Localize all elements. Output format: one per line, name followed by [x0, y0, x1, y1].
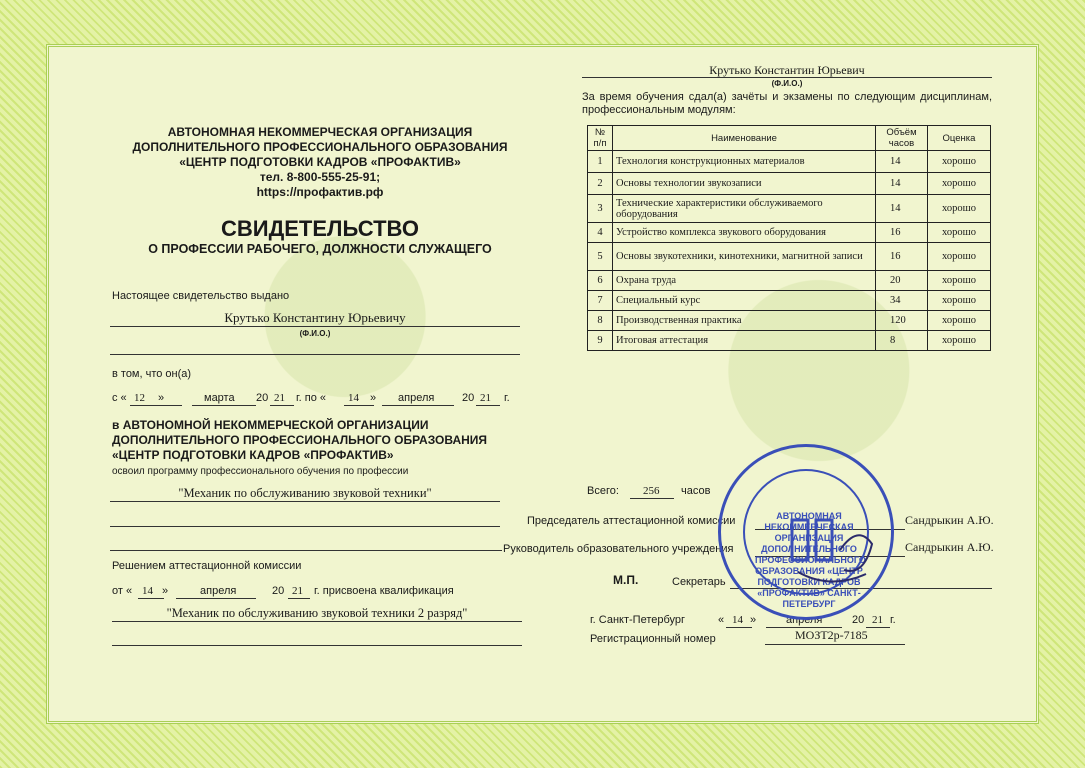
- row-name: Охрана труда: [613, 271, 876, 291]
- row-number: 9: [588, 331, 613, 351]
- qualification-name: "Механик по обслуживанию звуковой техники 2 разряд": [166, 606, 468, 620]
- header-name: Наименование: [613, 126, 876, 151]
- row-name: Устройство комплекса звукового оборудования: [613, 223, 876, 243]
- row-number: 8: [588, 311, 613, 331]
- table-row: [588, 311, 991, 331]
- period-from-prefix: с «: [112, 392, 127, 404]
- blank-line-3: [112, 645, 522, 646]
- city-date-open: «: [718, 614, 725, 626]
- row-number: 2: [588, 173, 613, 195]
- row-grade: хорошо: [928, 243, 991, 271]
- org-body-line3: «ЦЕНТР ПОДГОТОВКИ КАДРОВ «ПРОФАКТИВ»: [112, 448, 394, 462]
- period-from-year-suffix: г. по «: [296, 392, 327, 404]
- head-left-line: [110, 550, 502, 551]
- reg-number: МОЗТ2р-7185: [795, 628, 868, 642]
- row-number: 3: [588, 195, 613, 223]
- org-header-line3: «ЦЕНТР ПОДГОТОВКИ КАДРОВ «ПРОФАКТИВ»: [179, 155, 461, 169]
- period-to-month: апреля: [398, 392, 435, 404]
- stamp-logo-icon: [780, 500, 880, 600]
- total-unit: часов: [681, 485, 711, 497]
- period-to-year: 21: [480, 392, 491, 404]
- exams-intro: За время обучения сдал(а) зачёты и экзамены по следующим дисциплинам, профессиональным модулям:: [582, 91, 992, 116]
- row-number: 5: [588, 243, 613, 271]
- table-row: [588, 151, 991, 173]
- that-label: в том, что он(а): [112, 368, 192, 380]
- total-line: [630, 498, 674, 499]
- period-to-day: 14: [348, 392, 359, 404]
- issued-label: Настоящее свидетельство выдано: [112, 290, 290, 302]
- org-header-line1: АВТОНОМНАЯ НЕКОММЕРЧЕСКАЯ ОРГАНИЗАЦИЯ: [167, 125, 473, 139]
- row-hours: 16: [876, 243, 928, 271]
- qual-date-day: 14: [142, 585, 153, 597]
- row-name: Производственная практика: [613, 311, 876, 331]
- recipient-fio-caption: (Ф.И.О.): [299, 329, 331, 338]
- row-name: Основы звукотехники, кинотехники, магнитной записи: [613, 243, 876, 271]
- org-site: https://профактив.рф: [256, 185, 384, 199]
- qual-date-suffix: г. присвоена квалификация: [314, 585, 454, 597]
- table-row: [588, 271, 991, 291]
- row-name: Технические характеристики обслуживаемого оборудования: [613, 195, 876, 223]
- row-grade: хорошо: [928, 311, 991, 331]
- row-hours: 8: [876, 331, 928, 351]
- row-number: 7: [588, 291, 613, 311]
- head-label: Руководитель образовательного учреждения: [503, 543, 734, 555]
- row-hours: 120: [876, 311, 928, 331]
- chairman-name: Сандрыкин А.Ю.: [905, 513, 994, 527]
- row-name: Основы технологии звукозаписи: [613, 173, 876, 195]
- period-from-year: 21: [274, 392, 285, 404]
- head-name: Сандрыкин А.Ю.: [905, 540, 994, 554]
- total-value: 256: [643, 485, 660, 497]
- qual-date-year-prefix: 20: [272, 585, 285, 597]
- city-date-close: »: [750, 614, 757, 626]
- row-grade: хорошо: [928, 271, 991, 291]
- org-body-line2: ДОПОЛНИТЕЛЬНОГО ПРОФЕССИОНАЛЬНОГО ОБРАЗОВАНИЯ: [112, 433, 488, 447]
- city-day-line: [726, 627, 752, 628]
- row-grade: хорошо: [928, 331, 991, 351]
- row-hours: 34: [876, 291, 928, 311]
- city-year-line: [866, 627, 890, 628]
- certificate-subtitle: О ПРОФЕССИИ РАБОЧЕГО, ДОЛЖНОСТИ СЛУЖАЩЕГО: [148, 242, 492, 256]
- city-date-year-prefix: 20: [852, 614, 865, 626]
- city-date-suffix: г.: [890, 614, 896, 626]
- city: г. Санкт-Петербург: [590, 614, 686, 626]
- certificate-title: СВИДЕТЕЛЬСТВО: [221, 216, 419, 241]
- qual-date-mid: »: [162, 585, 169, 597]
- chairman-label: Председатель аттестационной комиссии: [527, 515, 736, 527]
- row-number: 4: [588, 223, 613, 243]
- header-number: № п/п: [588, 126, 613, 151]
- qual-date-prefix: от «: [112, 585, 133, 597]
- row-number: 6: [588, 271, 613, 291]
- mastered-label: освоил программу профессионального обучения по профессии: [112, 466, 409, 477]
- row-grade: хорошо: [928, 223, 991, 243]
- right-fio: Крутько Константин Юрьевич: [709, 63, 865, 77]
- row-name: Технология конструкционных материалов: [613, 151, 876, 173]
- row-grade: хорошо: [928, 291, 991, 311]
- secretary-label: Секретарь: [672, 576, 726, 588]
- period-from-day-line: [130, 405, 182, 406]
- header-grade: Оценка: [928, 126, 991, 151]
- decision-label: Решением аттестационной комиссии: [112, 560, 302, 572]
- row-hours: 14: [876, 173, 928, 195]
- row-hours: 16: [876, 223, 928, 243]
- table-row: [588, 291, 991, 311]
- qualification-line: [112, 621, 522, 622]
- table-row: [588, 195, 991, 223]
- qual-date-month: апреля: [200, 585, 237, 597]
- period-from-day: 12: [134, 392, 145, 404]
- period-to-mid: »: [370, 392, 377, 404]
- period-to-year-line: [476, 405, 500, 406]
- qual-year-line: [288, 598, 310, 599]
- row-name: Специальный курс: [613, 291, 876, 311]
- period-from-year-prefix: 20: [256, 392, 269, 404]
- header-hours: Объём часов: [876, 126, 928, 151]
- row-name: Итоговая аттестация: [613, 331, 876, 351]
- city-date-day: 14: [732, 614, 743, 626]
- table-row: [588, 173, 991, 195]
- qualification-date: [112, 585, 532, 601]
- org-body-line1: в АВТОНОМНОЙ НЕКОММЕРЧЕСКОЙ ОРГАНИЗАЦИИ: [112, 418, 429, 432]
- period-from-mid: »: [158, 392, 165, 404]
- table-row: [588, 223, 991, 243]
- right-fio-caption: (Ф.И.О.): [771, 79, 803, 88]
- table-row: [588, 331, 991, 351]
- city-date-year: 21: [872, 614, 883, 626]
- row-grade: хорошо: [928, 173, 991, 195]
- city-date-month: апреля: [786, 614, 823, 626]
- row-hours: 20: [876, 271, 928, 291]
- mp-label: М.П.: [613, 573, 639, 587]
- period-from-month: марта: [204, 392, 235, 404]
- period-to-year-prefix: 20: [462, 392, 475, 404]
- recipient-line: [110, 326, 520, 327]
- org-body: [112, 418, 487, 463]
- period-from-month-line: [192, 405, 256, 406]
- blank-line-1: [110, 354, 520, 355]
- total-label: Всего:: [587, 485, 619, 497]
- right-fio-line: [582, 77, 992, 78]
- reg-line: [765, 644, 905, 645]
- row-number: 1: [588, 151, 613, 173]
- period-to-month-line: [382, 405, 454, 406]
- recipient-name: Крутько Константину Юрьевичу: [224, 310, 406, 325]
- table-row: [588, 243, 991, 271]
- reg-label: Регистрационный номер: [590, 633, 716, 645]
- period-to-year-suffix: г.: [504, 392, 510, 404]
- qual-month-line: [176, 598, 256, 599]
- row-hours: 14: [876, 151, 928, 173]
- org-phone: тел. 8-800-555-25-91;: [259, 170, 381, 184]
- qual-day-line: [138, 598, 164, 599]
- stamp-text: АВТОНОМНАЯ НЕКОММЕРЧЕСКАЯ ОРГАНИЗАЦИЯ ДОПОЛНИТЕЛЬНОГО ПРОФЕССИОНАЛЬНОГО ОБРАЗОВАНИЯ «ЦЕНТР ПОДГОТОВКИ КАДРОВ «ПРОФАКТИВ» САНКТ-ПЕТЕРБУРГ: [755, 511, 866, 609]
- grades-table: [587, 125, 991, 351]
- row-hours: 14: [876, 195, 928, 223]
- period-from-year-line: [270, 405, 294, 406]
- blank-line-2: [110, 526, 500, 527]
- period-to-day-line: [344, 405, 374, 406]
- grades-header-row: [588, 126, 991, 151]
- row-grade: хорошо: [928, 195, 991, 223]
- profession-line: [110, 501, 500, 502]
- qual-date-year: 21: [292, 585, 303, 597]
- org-header: [110, 125, 530, 200]
- profession-name: "Механик по обслуживанию звуковой техники": [178, 486, 432, 500]
- row-grade: хорошо: [928, 151, 991, 173]
- org-header-line2: ДОПОЛНИТЕЛЬНОГО ПРОФЕССИОНАЛЬНОГО ОБРАЗОВАНИЯ: [132, 140, 508, 154]
